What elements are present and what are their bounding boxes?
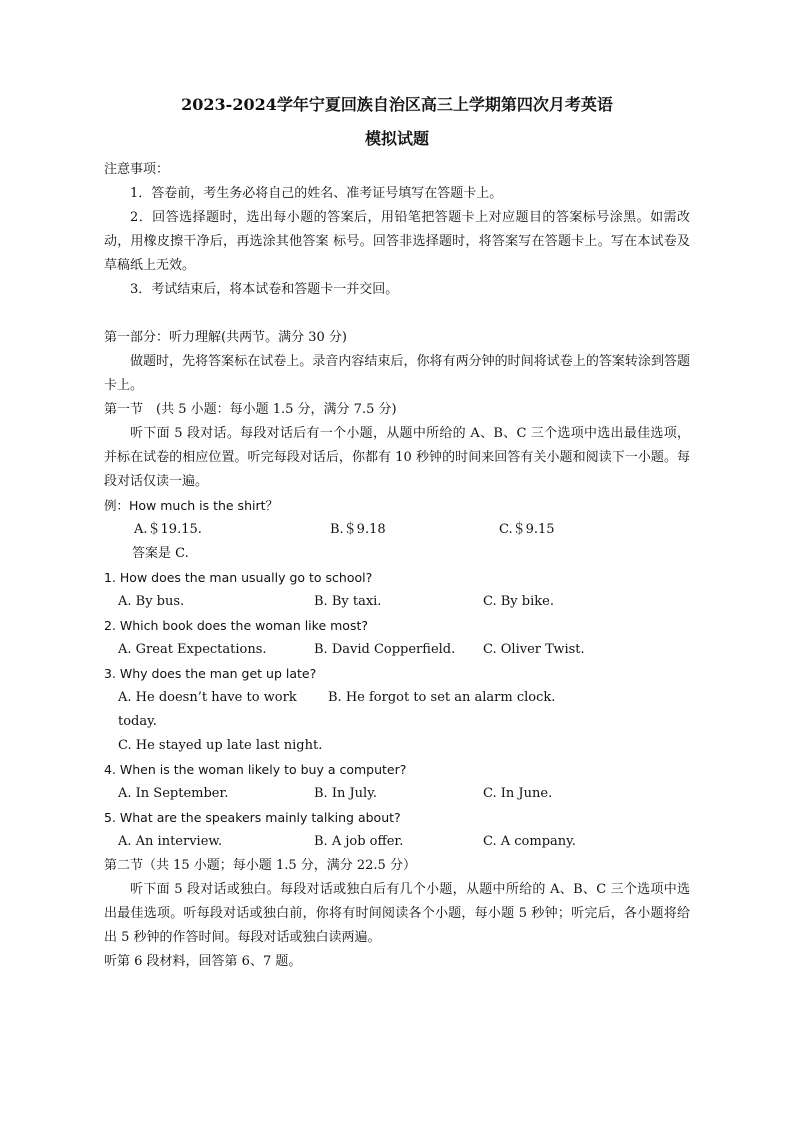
part1-heading: 第一部分：听力理解(共两节。满分 30 分) (104, 330, 347, 345)
q4-option-c: C. In June. (483, 786, 553, 801)
question-5-options (104, 830, 690, 854)
q3-option-c: C. He stayed up late last night. (118, 738, 323, 753)
question-2: 2. Which book does the woman like most? (104, 618, 368, 633)
exam-title: 2023-2024学年宁夏回族自治区高三上学期第四次月考英语 (181, 95, 613, 114)
q3-option-b: B. He forgot to set an alarm clock. (328, 690, 556, 705)
notice-item-1: 1．答卷前，考生务必将自己的姓名、准考证号填写在答题卡上。 (130, 186, 503, 201)
question-3: 3. Why does the man get up late? (104, 666, 317, 681)
question-5: 5. What are the speakers mainly talking about? (104, 810, 401, 825)
example-answer: 答案是 C. (132, 546, 189, 561)
exam-page (104, 88, 690, 974)
section1-instruction: 听下面 5 段对话。每段对话后有一个小题，从题中所给的 A、B、C 三个选项中选出最佳选项，并标在试卷的相应位置。听完每段对话后，你都有 10 秒钟的时间来回答有关小题和阅读下一小题。每段对话仅读一遍。 (104, 426, 690, 489)
example-option-b: B.＄9.18 (330, 522, 386, 537)
notice-heading: 注意事项： (104, 162, 170, 177)
exam-subtitle: 模拟试题 (364, 129, 429, 148)
q2-option-c: C. Oliver Twist. (483, 642, 585, 657)
section2-instruction: 听下面 5 段对话或独白。每段对话或独白后有几个小题，从题中所给的 A、B、C 三个选项中选出最佳选项。听每段对话或独白前，你将有时间阅读各个小题，每小题 5 秒钟；听完后，各小题将给出 5 秒钟的作答时间。每段对话或独白读两遍。 (104, 882, 690, 945)
material-6-note: 听第 6 段材料，回答第 6、7 题。 (104, 954, 302, 969)
q3-option-a: A. He doesn’t have to work today. (118, 690, 297, 729)
question-2-options (104, 638, 690, 662)
q2-option-b: B. David Copperfield. (314, 642, 456, 657)
example-option-c: C.＄9.15 (499, 522, 555, 537)
q4-option-b: B. In July. (314, 786, 377, 801)
section2-heading: 第二节（共 15 小题；每小题 1.5 分，满分 22.5 分） (104, 858, 416, 873)
part1-instruction: 做题时，先将答案标在试卷上。录音内容结束后，你将有两分钟的时间将试卷上的答案转涂到答题卡上。 (104, 354, 690, 393)
question-4-options (104, 782, 690, 806)
question-4: 4. When is the woman likely to buy a computer? (104, 762, 407, 777)
example-question: 例：How much is the shirt？ (104, 498, 279, 513)
question-3-options (104, 686, 690, 734)
section1-heading: 第一节 (共 5 小题：每小题 1.5 分，满分 7.5 分) (104, 402, 397, 417)
q5-option-c: C. A company. (483, 834, 576, 849)
question-1-options (104, 590, 690, 614)
q4-option-a: A. In September. (118, 786, 229, 801)
q2-option-a: A. Great Expectations. (118, 642, 267, 657)
q1-option-c: C. By bike. (483, 594, 554, 609)
q5-option-a: A. An interview. (118, 834, 223, 849)
notice-item-2: 2．回答选择题时，选出每小题的答案后，用铅笔把答题卡上对应题目的答案标号涂黑。如需改动，用橡皮擦干净后，再选涂其他答案 标号。回答非选择题时，将答案写在答题卡上。写在本试卷及草稿纸上无效。 (104, 210, 690, 273)
example-option-a: A.＄19.15. (134, 522, 202, 537)
spacer (104, 302, 690, 326)
q1-option-a: A. By bus. (118, 594, 185, 609)
q5-option-b: B. A job offer. (314, 834, 404, 849)
question-1: 1. How does the man usually go to school? (104, 570, 373, 585)
q1-option-b: B. By taxi. (314, 594, 382, 609)
notice-item-3: 3．考试结束后，将本试卷和答题卡一并交回。 (130, 282, 399, 297)
example-options (104, 518, 690, 542)
